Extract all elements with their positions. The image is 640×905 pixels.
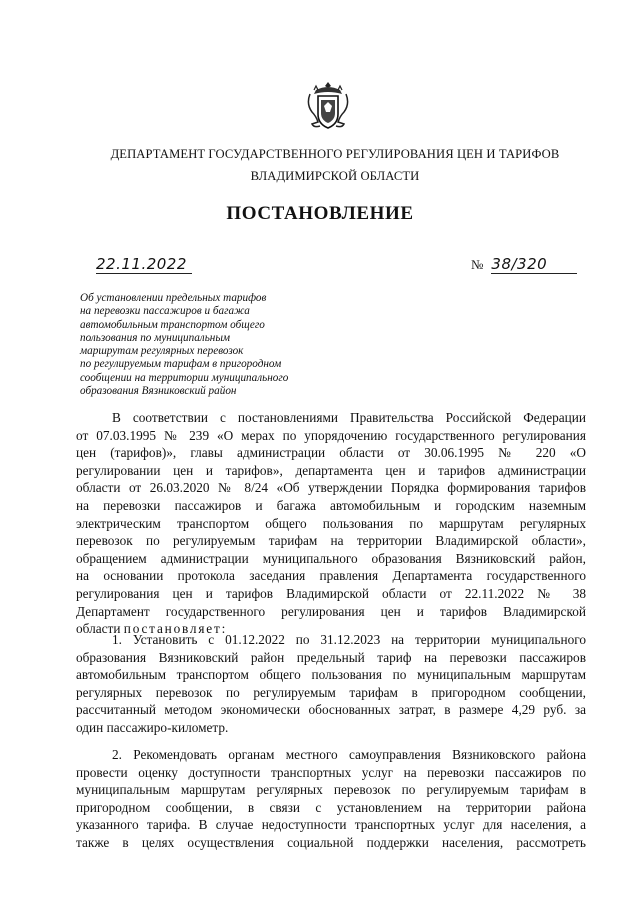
subject-line: маршрутам регулярных перевозок (80, 345, 244, 358)
department-region: ВЛАДИМИРСКОЙ ОБЛАСТИ (250, 169, 420, 183)
text-line: провести оценку доступности транспортных услуг на перевозки пассажиров по (76, 764, 586, 780)
text-fragment: области (76, 621, 121, 637)
preamble-paragraph (76, 409, 586, 638)
department-name: ДЕПАРТАМЕНТ ГОСУДАРСТВЕННОГО РЕГУЛИРОВАНИЯ ЦЕН И ТАРИФОВ (110, 147, 560, 161)
document-number-block (471, 255, 577, 274)
text-line: регулировании цен и тарифов», департамента цен и тарифов администрации (76, 462, 586, 478)
text-line: пригородном сообщении, в связи с установлением на территории района (76, 799, 586, 815)
text-line: на основании протокола заседания правления Департамента государственного (76, 568, 586, 584)
text-line: муниципальным маршрутам регулярных перевозок по регулируемым тарифам в (76, 782, 586, 798)
text-line: Департамент государственного регулирования цен и тарифов Владимирской (76, 603, 586, 619)
text-line: один пассажиро-километр. (76, 719, 229, 735)
text-line: электрическим транспортом общего пользования по маршрутам регулярных (76, 515, 586, 531)
clause-2 (76, 746, 586, 852)
document-title: ПОСТАНОВЛЕНИЕ (226, 203, 414, 224)
text-line: обращением администрации муниципального образования Вязниковский район, (76, 550, 586, 566)
text-line: автомобильным транспортом общего пользования по муниципальным маршрутам (76, 667, 586, 683)
decree-keyword: постановляет: (123, 621, 228, 637)
subject-line: образования Вязниковский район (80, 385, 237, 398)
text-line: области от 26.03.2020 № 8/24 «Об утверждении Порядка формирования тарифов (76, 480, 586, 496)
document-number: 38/320 (491, 255, 577, 274)
text-line: перевозок по регулируемым тарифам на территории Владимирской области», (76, 533, 586, 549)
subject-line: сообщении на территории муниципального (80, 371, 289, 384)
text-line: 2. Рекомендовать органам местного самоуправления Вязниковского района (112, 747, 586, 762)
text-line: рассчитанный методом экономически обоснованных затрат, в размере 4,29 руб. за (76, 702, 586, 718)
subject-line: автомобильным транспортом общего (80, 318, 265, 331)
subject-line: Об установлении предельных тарифов (80, 292, 267, 304)
clause-1 (76, 631, 586, 737)
subject-line: по регулируемым тарифам в пригородном (80, 358, 282, 371)
text-line: В соответствии с постановлениями Правительства Российской Федерации (112, 410, 586, 425)
text-line: указанного тарифа. В случае недоступности транспортных услуг для населения, а (76, 817, 586, 833)
text-line: цен (тарифов)», главы администрации области от 30.06.1995 № 220 «О (76, 445, 586, 461)
text-line: регулярных перевозок по регулируемым тарифам в пригородном сообщении, (76, 684, 586, 700)
text-line: 1. Установить с 01.12.2022 по 31.12.2023 на территории муниципального (112, 632, 586, 647)
text-line: также в целях осуществления социальной поддержки населения, рассмотреть (76, 834, 586, 850)
text-line: на перевозки пассажиров и багажа автомобильным и городским наземным (76, 497, 586, 513)
text-line: регулирования цен и тарифов Владимирской области от 22.11.2022 № 38 (76, 585, 586, 601)
document-subject (80, 292, 330, 398)
subject-line: на перевозки пассажиров и багажа (80, 305, 250, 318)
text-line: образования Вязниковский район предельный тариф на перевозки пассажиров (76, 649, 586, 665)
text-line: от 07.03.1995 № 239 «О мерах по упорядочению государственного регулирования (76, 427, 586, 443)
number-sign: № (471, 257, 484, 272)
document-date: 22.11.2022 (96, 255, 192, 274)
subject-line: пользования по муниципальным (80, 331, 231, 344)
coat-of-arms-icon (306, 80, 350, 134)
